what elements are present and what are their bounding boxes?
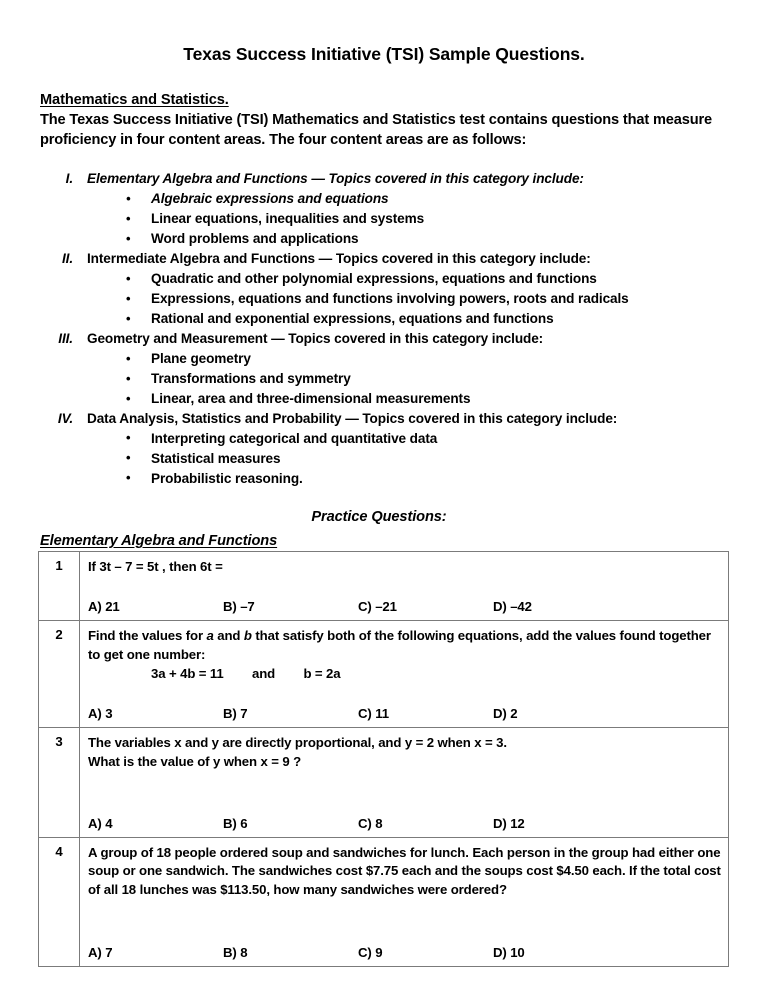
question-number: 2: [39, 621, 80, 728]
answer-option-d[interactable]: D) 12: [493, 815, 525, 831]
content-area-3-numeral: III.: [58, 331, 73, 347]
answer-option-a[interactable]: A) 4: [88, 815, 113, 831]
question-text-part2: and: [213, 628, 244, 644]
question-text-line2: What is the value of y when x = 9 ?: [88, 753, 302, 769]
answer-option-b[interactable]: B) 8: [223, 945, 248, 961]
table-row: [39, 621, 729, 728]
answer-option-d[interactable]: D) 10: [493, 945, 525, 961]
intro-body: The Texas Success Initiative (TSI) Mathematics and Statistics test contains questions that measure proficiency in four content areas. The four content areas are as follows:: [40, 111, 712, 148]
list-item: • Rational and exponential expressions, equations and functions: [126, 309, 728, 329]
intro-heading: Mathematics and Statistics.: [40, 92, 229, 108]
content-area-2-title: Intermediate Algebra and Functions — Topics covered in this category include:: [87, 251, 591, 267]
content-area-2: [40, 249, 728, 329]
content-area-4-title: Data Analysis, Statistics and Probability — Topics covered in this category include:: [87, 410, 618, 426]
table-row: [39, 837, 729, 967]
content-area-3-line: [40, 329, 728, 349]
answer-options: [88, 599, 722, 614]
list-item: • Linear, area and three-dimensional measurements: [126, 389, 728, 409]
answer-option-c[interactable]: C) 8: [358, 815, 383, 831]
content-area-1-line: [40, 169, 728, 189]
variable-a: a: [206, 628, 214, 644]
answer-option-b[interactable]: B) 7: [223, 706, 248, 722]
list-item: • Linear equations, inequalities and systems: [126, 209, 728, 229]
answer-option-c[interactable]: C) –21: [358, 599, 397, 615]
answer-option-b[interactable]: B) –7: [223, 599, 255, 615]
list-item: • Probabilistic reasoning.: [126, 469, 728, 489]
answer-option-d[interactable]: D) –42: [493, 599, 532, 615]
section-heading-elementary-algebra: Elementary Algebra and Functions: [40, 532, 278, 549]
content-area-1-bullets: [40, 189, 728, 249]
answer-options: [88, 706, 722, 721]
content-area-4-numeral: IV.: [57, 410, 73, 426]
question-number: 3: [39, 728, 80, 837]
question-body: [80, 837, 729, 967]
question-text-part3: that satisfy both of the following equations, add the values found together to get one number:: [88, 628, 711, 663]
answer-option-c[interactable]: C) 9: [358, 945, 383, 961]
content-area-1: [40, 169, 728, 249]
list-item: • Plane geometry: [126, 349, 728, 369]
practice-questions-heading: Practice Questions:: [311, 508, 447, 525]
content-area-3: [40, 329, 728, 409]
question-body: [80, 728, 729, 837]
content-area-4-bullets: [40, 429, 728, 489]
answer-options: [88, 816, 722, 831]
content-area-1-numeral: I.: [65, 171, 73, 187]
question-text-part1: Find the values for: [88, 628, 207, 644]
variable-b: b: [243, 628, 252, 644]
table-row: [39, 551, 729, 621]
intro-section: [0, 65, 768, 150]
question-text: A group of 18 people ordered soup and sandwiches for lunch. Each person in the group had either one soup or one sandwich. The sandwiches cost $7.75 each and the soups cost $4.50 each. If the total cost of all 18 lunches was $113.50, how many sandwiches were ordered?: [88, 844, 721, 897]
content-area-4-line: [40, 409, 728, 429]
question-body: [80, 551, 729, 621]
content-areas-list: [0, 150, 768, 489]
content-area-1-title: Elementary Algebra and Functions — Topics covered in this category include:: [87, 171, 584, 187]
list-item: • Quadratic and other polynomial expressions, equations and functions: [126, 269, 728, 289]
page-title: Texas Success Initiative (TSI) Sample Questions.: [183, 44, 585, 64]
content-area-2-bullets: [40, 269, 728, 329]
list-item: • Algebraic expressions and equations: [126, 189, 728, 209]
list-item: • Interpreting categorical and quantitative data: [126, 429, 728, 449]
list-item: • Statistical measures: [126, 449, 728, 469]
equation-line: 3a + 4b = 11 and b = 2a: [151, 665, 341, 681]
question-text: The variables x and y are directly proportional, and y = 2 when x = 3.: [88, 735, 507, 751]
answer-option-c[interactable]: C) 11: [358, 706, 389, 722]
table-row: [39, 728, 729, 837]
content-area-2-line: [40, 249, 728, 269]
content-area-4: [40, 409, 728, 489]
question-text: If 3t – 7 = 5t , then 6t =: [88, 558, 223, 574]
answer-options: [88, 945, 722, 960]
list-item: • Word problems and applications: [126, 229, 728, 249]
question-text: [88, 627, 722, 664]
answer-option-d[interactable]: D) 2: [493, 706, 518, 722]
question-number: 1: [39, 551, 80, 621]
questions-table: [38, 551, 729, 967]
list-item: • Transformations and symmetry: [126, 369, 728, 389]
question-number: 4: [39, 837, 80, 967]
question-body: [80, 621, 729, 728]
answer-option-a[interactable]: A) 7: [88, 945, 113, 961]
list-item: • Expressions, equations and functions involving powers, roots and radicals: [126, 289, 728, 309]
content-area-3-title: Geometry and Measurement — Topics covered in this category include:: [87, 331, 544, 347]
content-area-3-bullets: [40, 349, 728, 409]
answer-option-b[interactable]: B) 6: [223, 815, 248, 831]
answer-option-a[interactable]: A) 3: [88, 706, 113, 722]
content-area-2-numeral: II.: [61, 251, 73, 267]
answer-option-a[interactable]: A) 21: [88, 599, 120, 615]
